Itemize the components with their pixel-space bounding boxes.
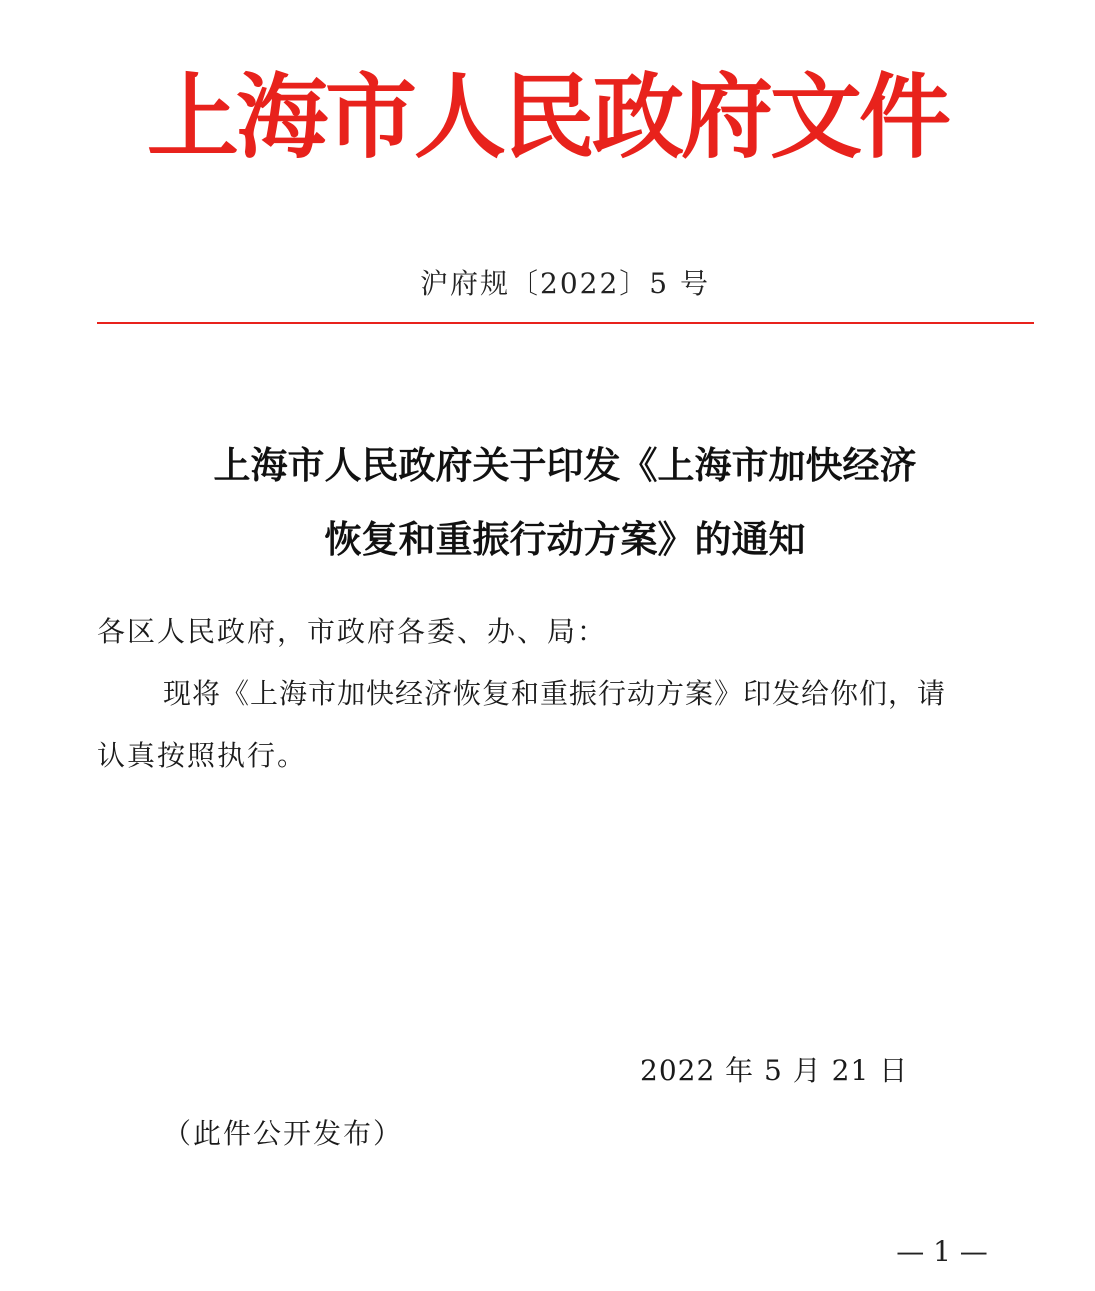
document-title-line-1: 上海市人民政府关于印发《上海市加快经济 [213, 443, 917, 487]
document-number: 沪府规〔2022〕5 号 [420, 267, 710, 300]
addressee-line: 各区人民政府，市政府各委、办、局： [97, 615, 608, 648]
public-release-note: （此件公开发布） [163, 1117, 404, 1150]
red-divider-line [97, 322, 1034, 324]
document-masthead: 上海市人民政府文件 [146, 63, 948, 171]
issue-date: 2022 年 5 月 21 日 [640, 1054, 909, 1087]
body-paragraph-line-2: 认真按照执行。 [97, 739, 308, 772]
document-title-line-2: 恢复和重振行动方案》的通知 [324, 517, 806, 561]
page-number: — 1 — [896, 1235, 988, 1268]
body-paragraph-line-1: 现将《上海市加快经济恢复和重振行动方案》印发给你们，请 [163, 677, 947, 710]
